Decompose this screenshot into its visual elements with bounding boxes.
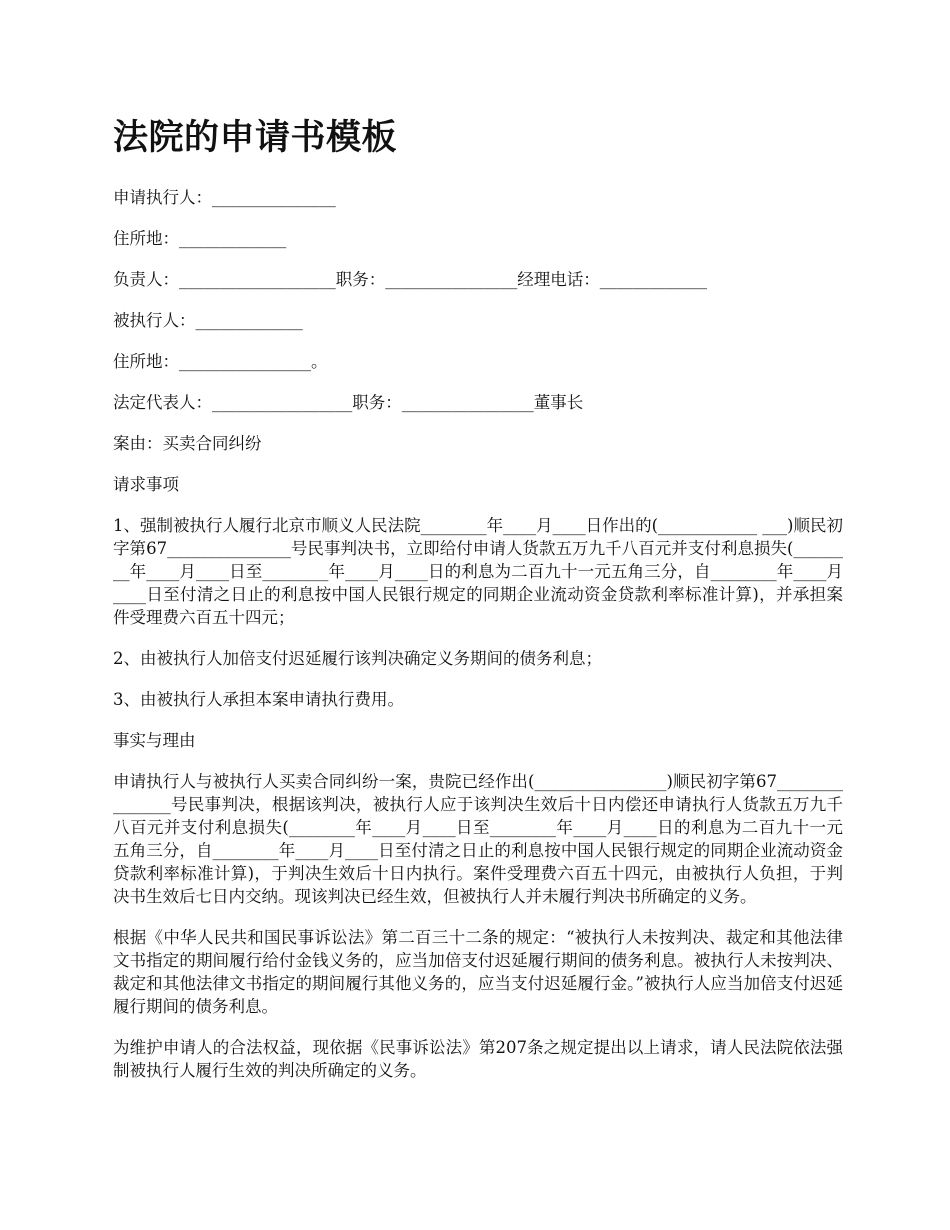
facts-paragraph-3: 为维护申请人的合法权益，现依据《民事诉讼法》第207条之规定提出以上请求，请人民法院依法强制被执行人履行生效的判决所确定的义务。: [113, 1038, 843, 1080]
applicant-field: 申请执行人：_______________: [113, 188, 336, 207]
facts-paragraph-1: 申请执行人与被执行人买卖合同纠纷一案，贵院已经作出(________________)顺民初字第67_______________号民事判决，根据该判决，被执行人应于该判决生效后十日内偿还申请执行人货款五万九千八百元并支付利息损失(________年____月____日至________年____月____日的利息为二百九十一元五角三分，自________年____月____日至付清之日止的利息按中国人民银行规定的同期企业流动资金贷款利率标准计算)，于判决生效后十日内执行。案件受理费六百五十四元，由被执行人负担，于判决书生效后七日内交纳。现该判决已经生效，但被执行人并未履行判决书所确定的义务。: [113, 772, 843, 906]
facts-heading: 事实与理由: [113, 731, 196, 750]
applicant-address-field: 住所地：_____________: [113, 229, 287, 248]
person-in-charge-field: 负责人：___________________职务：________________经理电话：_____________: [113, 270, 707, 289]
facts-paragraph-2: 根据《中华人民共和国民事诉讼法》第二百三十二条的规定：“被执行人未按判决、裁定和其他法律文书指定的期间履行给付金钱义务的，应当加倍支付迟延履行期间的债务利息。被执行人未按判决、裁定和其他法律文书指定的期间履行其他义务的，应当支付迟延履行金。”被执行人应当加倍支付迟延履行期间的债务利息。: [113, 928, 843, 1016]
request-heading: 请求事项: [113, 475, 179, 494]
legal-representative-field: 法定代表人：_________________职务：________________董事长: [113, 393, 584, 412]
document-page: [113, 112, 843, 1100]
respondent-field: 被执行人：_____________: [113, 311, 303, 330]
request-item-3: 3、由被执行人承担本案申请执行费用。: [113, 690, 404, 709]
page-title: 法院的申请书模板: [113, 118, 398, 158]
request-item-2: 2、由被执行人加倍支付迟延履行该判决确定义务期间的债务利息；: [113, 649, 602, 668]
request-item-1: 1、强制被执行人履行北京市顺义人民法院________年____月____日作出的(____________ ___)顺民初字第67_______________号民事判决书，立即给付申请人货款五万九千八百元并支付利息损失(________年____月____日至________年____月____日的利息为二百九十一元五角三分，自________年____月____日至付清之日止的利息按中国人民银行规定的同期企业流动资金贷款利率标准计算)，并承担案件受理费六百五十四元；: [113, 516, 843, 627]
case-cause-field: 案由：买卖合同纠纷: [113, 434, 262, 453]
respondent-address-field: 住所地：________________。: [113, 352, 328, 371]
